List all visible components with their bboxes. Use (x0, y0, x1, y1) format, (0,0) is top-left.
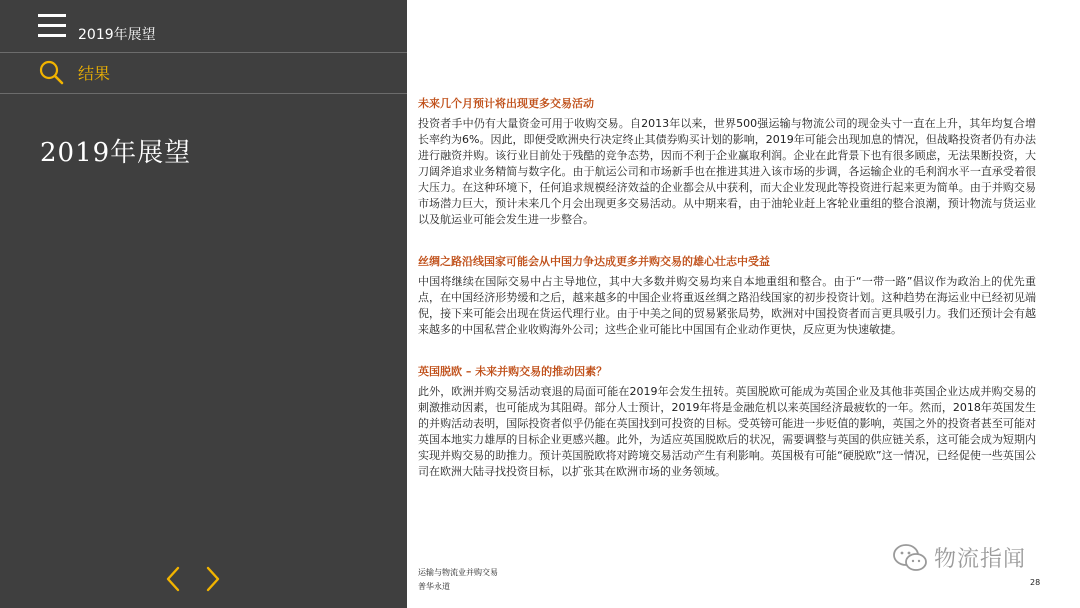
footer (418, 566, 498, 594)
section-body: 此外，欧洲并购交易活动衰退的局面可能在2019年会发生扭转。英国脱欧可能成为英国企业及其他非英国企业达成并购交易的刺激推动因素，也可能成为其阻碍。部分人士预计，2019年将是金融危机以来英国经济最疲软的一年。然而，2018年英国发生的并购活动表明，国际投资者似乎仍能在英国找到可投资的目标。受英镑可能进一步贬值的影响，英国之外的投资者甚至可能对英国本地实力雄厚的目标企业更感兴趣。此外，为适应英国脱欧后的状况，需要调整与英国的供应链关系，这可能会成为短期内实现并购交易的助推力。预计英国脱欧将对跨境交易活动产生有利影响。英国极有可能“硬脱欧”这一情况，已经促使一些英国公司在欧洲大陆寻找投资目标，以扩张其在欧洲市场的业务领域。 (418, 385, 1036, 478)
sidebar-divider (0, 52, 407, 53)
section-heading: 英国脱欧 – 未来并购交易的推动因素？ (418, 365, 608, 378)
page-navigation (162, 562, 224, 596)
sidebar (0, 0, 407, 608)
search-button[interactable] (38, 58, 110, 86)
main-content (418, 96, 1036, 506)
footer-report-title: 运输与物流业并购交易 (418, 568, 498, 577)
section-heading: 未来几个月预计将出现更多交易活动 (418, 97, 594, 110)
search-icon (38, 59, 64, 85)
hamburger-menu-icon[interactable] (38, 14, 66, 38)
sidebar-divider-2 (0, 93, 407, 94)
next-page-icon[interactable] (202, 562, 224, 596)
wechat-icon (892, 543, 928, 573)
previous-page-icon[interactable] (162, 562, 184, 596)
section-body: 中国将继续在国际交易中占主导地位，其中大多数并购交易均来自本地重组和整合。由于“一带一路”倡议作为政治上的优先重点，在中国经济形势缓和之后，越来越多的中国企业将重返丝绸之路沿线国家的初步投资计划。这种趋势在海运业中已经初见端倪，接下来可能会出现在货运代理行业。由于中美之间的贸易紧张局势，欧洲对中国投资者而言更具吸引力。我们还预计会有越来越多的中国私营企业收购海外公司；这些企业可能比中国国有企业动作更快，反应更为快速敏捷。 (418, 275, 1036, 336)
search-label: 结果 (78, 63, 111, 83)
section-body: 投资者手中仍有大量资金可用于收购交易。自2013年以来，世界500强运输与物流公司的现金头寸一直在上升，其年均复合增长率约为6%。因此，即便受欧洲央行决定终止其债券购买计划的影响，2019年可能会出现加息的情况，但战略投资者仍有办法进行融资并购。该行业目前处于残酷的竞争态势，因而不利于企业赢取利润。企业在此背景下也有很多顾虑，无法果断投资，大刀阔斧追求业务精简与数字化。由于航运公司和市场新手也在推进其进入该市场的步调，各运输企业的毛利润水平一直承受着很大压力。在这种环境下，任何追求规模经济效益的企业都会从中获利，而大企业发现此等投资进行起来更为简单。由于并购交易市场潜力巨大，预计未来几个月会出现更多交易活动。从中期来看，由于油轮业赶上客轮业重组的整合浪潮，预计物流与货运业以及航运业可能会发生进一步整合。 (418, 117, 1036, 226)
footer-company: 普华永道 (418, 582, 450, 591)
watermark (892, 542, 1026, 573)
page-title: 2019年展望 (40, 138, 192, 168)
section-label: 2019年展望 (78, 27, 156, 43)
watermark-text: 物流指闻 (934, 547, 1027, 572)
page-number: 28 (1030, 578, 1041, 587)
section-heading: 丝绸之路沿线国家可能会从中国力争达成更多并购交易的雄心壮志中受益 (418, 255, 770, 268)
